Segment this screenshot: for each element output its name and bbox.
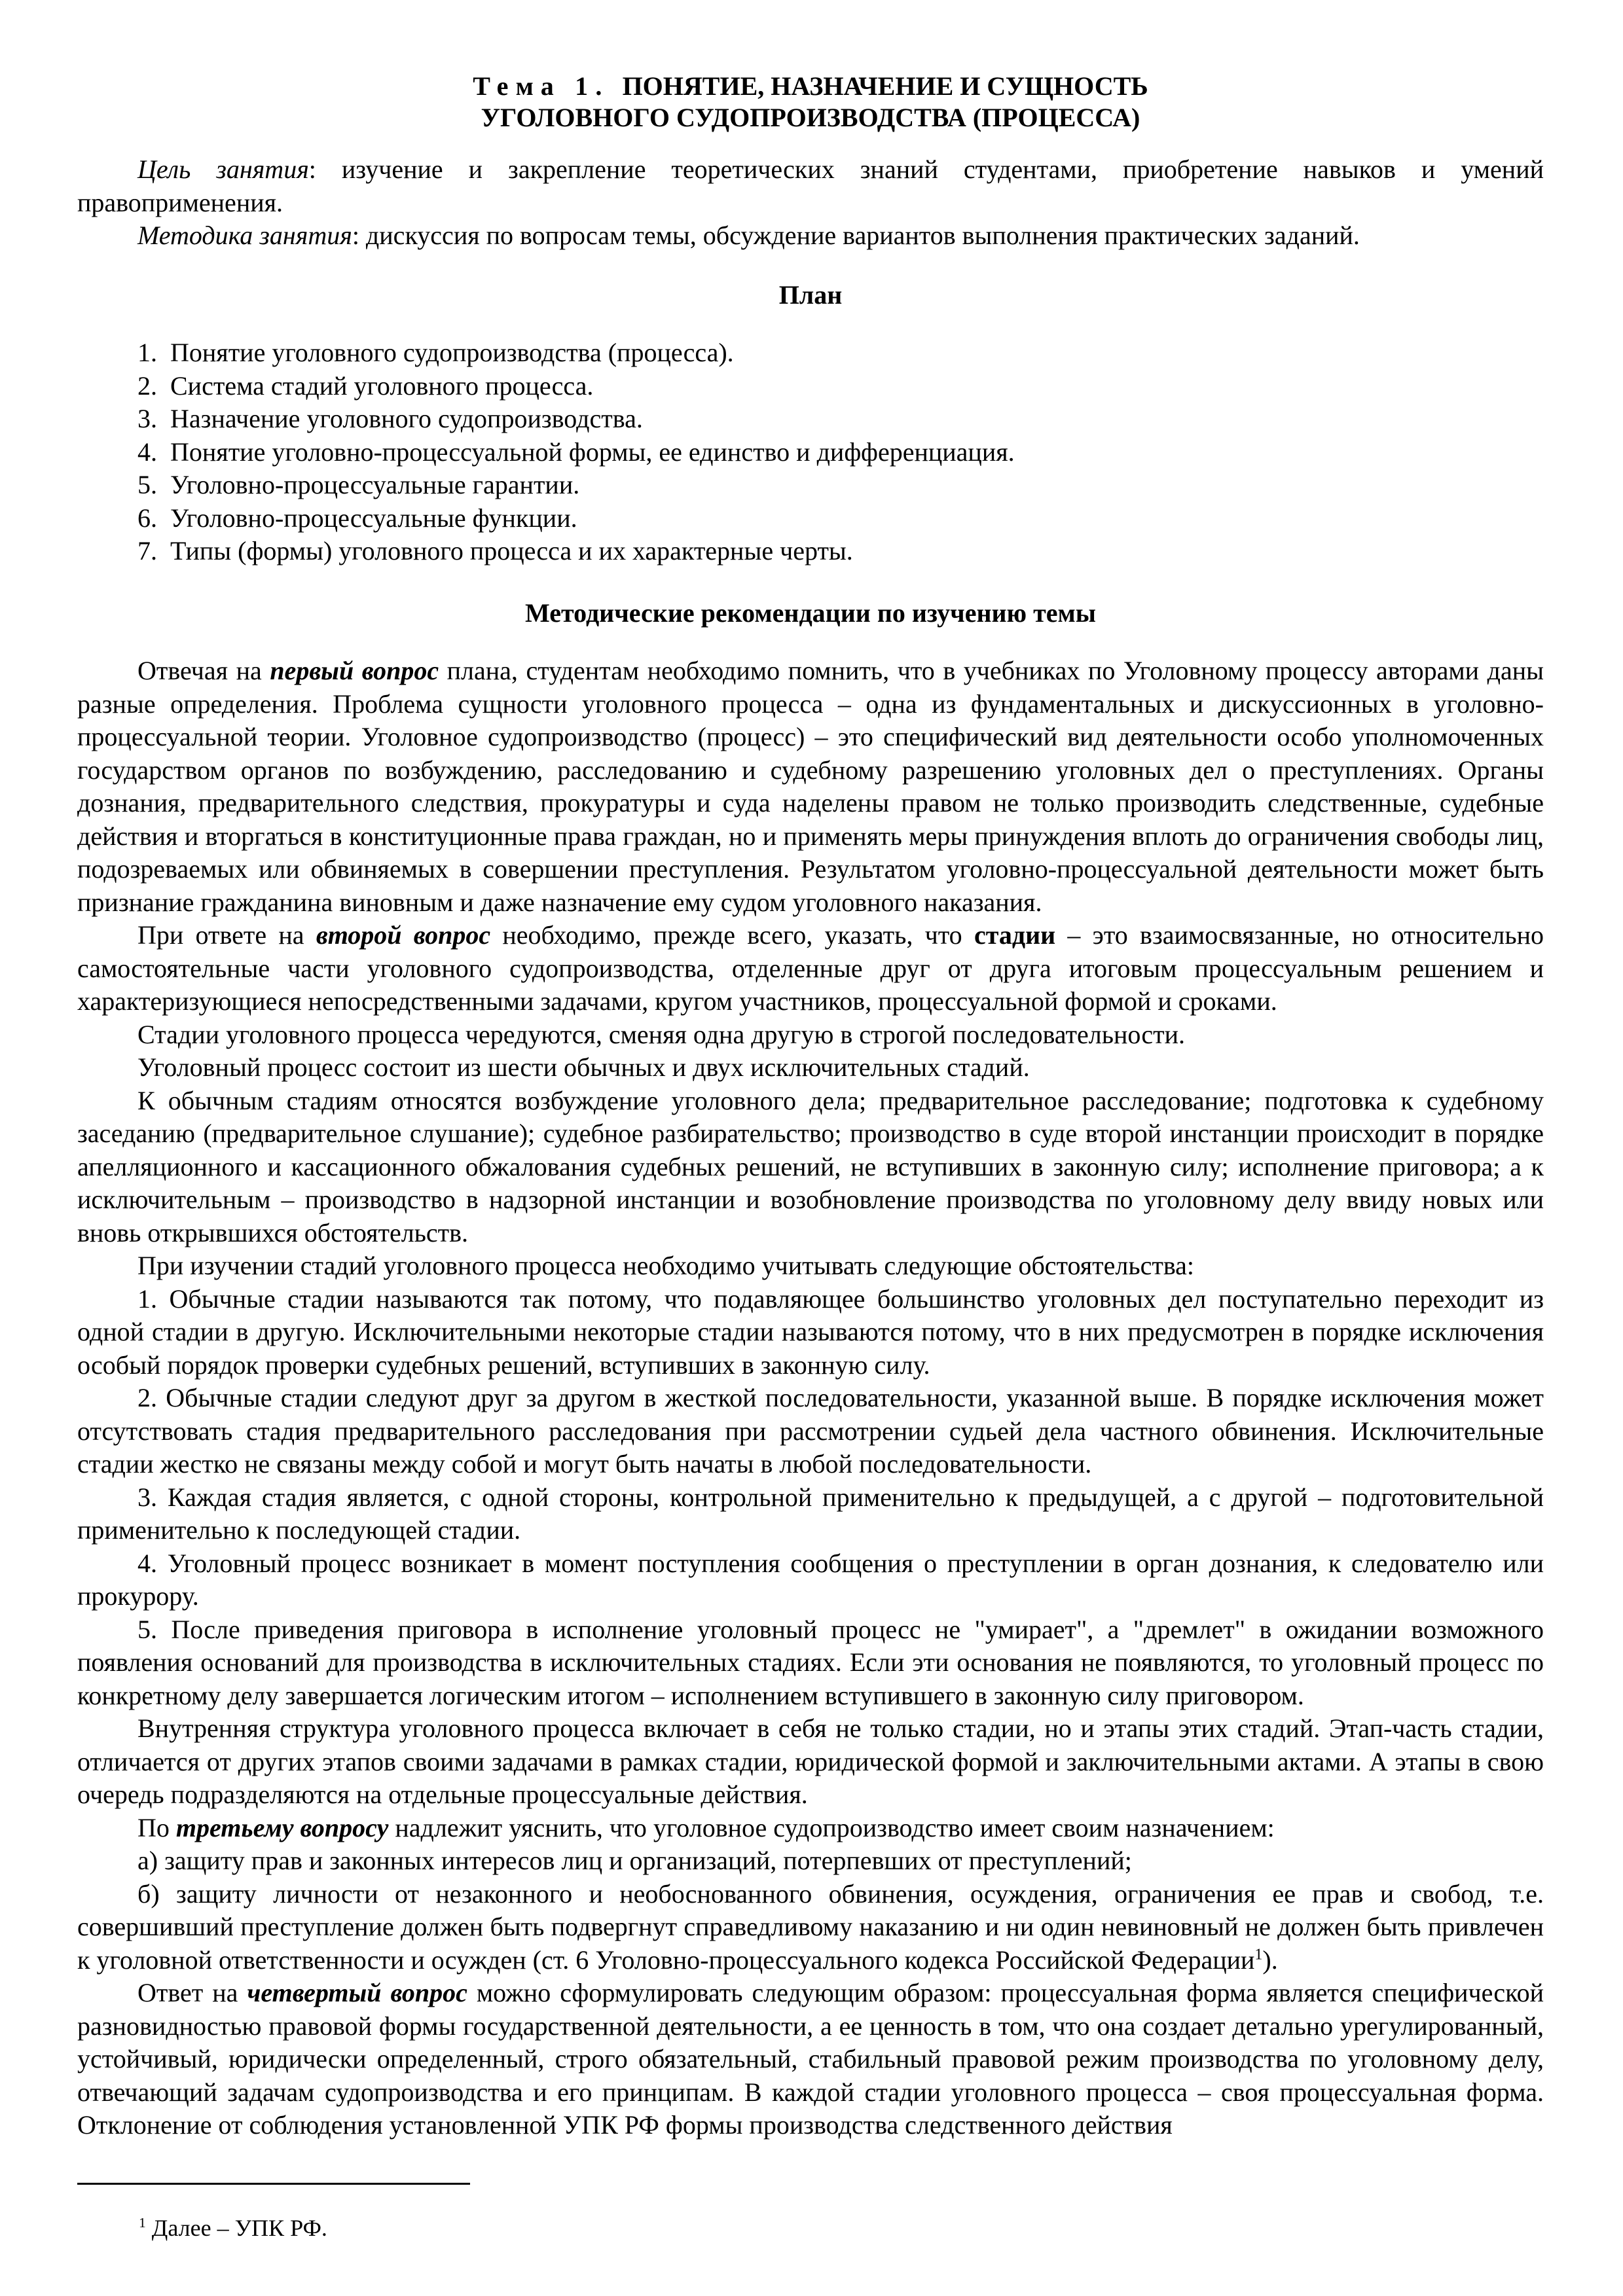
document-page <box>77 71 1544 2142</box>
goal-paragraph: Цель занятия: изучение и закрепление теоретических знаний студентами, приобретение навыков и умений правоприменения. <box>77 154 1544 217</box>
plan-item: 2. Система стадий уголовного процесса. <box>137 370 594 401</box>
emphasis-first-question: первый вопрос <box>270 656 439 685</box>
title-line-1: Тема 1. ПОНЯТИЕ, НАЗНАЧЕНИЕ И СУЩНОСТЬ <box>473 71 1148 101</box>
body-paragraph: К обычным стадиям относятся возбуждение уголовного дела; предварительное расследование; подготовка к судебному заседанию (предварительное слушание); судебное разбирательство; производство в суде второй инстанции происходит в порядке апелляционного и кассационного обжалования судебных решений, не вступивших в законную силу; исполнение приговора; а к исключительным – производство в надзорной инстанции и возобновление производства по уголовному делу ввиду новых или вновь открывшихся обстоятельств. <box>77 1085 1544 1247</box>
plan-item: 1. Понятие уголовного судопроизводства (процесса). <box>137 338 734 367</box>
footnote: $^1$ Далее – УПК РФ. <box>139 2215 327 2241</box>
methodology-heading: Методические рекомендации по изучению темы <box>525 598 1096 628</box>
emphasis-fourth-question: четвертый вопрос <box>247 1978 467 2007</box>
body-paragraph: Внутренняя структура уголовного процесса включает в себя не только стадии, но и этапы этих стадий. Этап-часть стадии, отличается от других этапов своими задачами в рамках стадии, юридической формой и заключительными актами. А этапы в свою очередь подразделяются на отдельные процессуальные действия. <box>77 1713 1544 1809</box>
plan-item: 5. Уголовно-процессуальные гарантии. <box>137 470 580 499</box>
body-paragraph: По третьему вопросу надлежит уяснить, что уголовное судопроизводство имеет своим назначением: <box>137 1812 1275 1842</box>
body-paragraph: При ответе на второй вопрос необходимо, прежде всего, указать, что стадии – это взаимосвязанные, но относительно самостоятельные части уголовного судопроизводства, отделенные друг от друга итоговым процессуальным решением и характеризующиеся непосредственными задачами, кругом участников, процессуальной формой и сроками. <box>77 920 1544 1016</box>
plan-item: 6. Уголовно-процессуальные функции. <box>137 503 577 533</box>
emphasis-third-question: третьему вопросу <box>175 1812 389 1842</box>
body-paragraph: При изучении стадий уголовного процесса необходимо учитывать следующие обстоятельства: <box>137 1251 1195 1280</box>
title-line-2: УГОЛОВНОГО СУДОПРОИЗВОДСТВА (ПРОЦЕССА) <box>481 103 1140 132</box>
body-paragraph: Ответ на четвертый вопрос можно сформулировать следующим образом: процессуальная форма является специфической разновидностью правовой формы государственной деятельности, а ее ценность в том, что она создает детально урегулированный, устойчивый, юридически определенный, строго обязательный, стабильный правовой режим производства по уголовному делу, отвечающий задачам судопроизводства и его принципам. В каждой стадии уголовного процесса – своя процессуальная форма. Отклонение от соблюдения установленной УПК РФ формы производства следственного действия <box>77 1978 1544 2140</box>
emphasis-second-question: второй вопрос <box>316 920 491 950</box>
plan-item: 3. Назначение уголовного судопроизводства. <box>137 404 643 433</box>
body-paragraph: Отвечая на первый вопрос плана, студентам необходимо помнить, что в учебниках по Уголовному процессу авторами даны разные определения. Проблема сущности уголовного процесса – одна из фундаментальных и дискуссионных в уголовно-процессуальной теории. Уголовное судопроизводство (процесс) – это специфический вид деятельности особо уполномоченных государством органов по возбуждению, расследованию и судебному разрешению уголовных дел о преступлениях. Органы дознания, предварительного следствия, прокуратуры и суда наделены правом не только производить следственные, судебные действия и вторгаться в конституционные права граждан, но и применять меры принуждения вплоть до ограничения свободы лиц, подозреваемых или обвиняемых в совершении преступления. Результатом уголовно-процессуальной деятельности может быть признание гражданина виновным и даже назначение ему судом уголовного наказания. <box>77 656 1544 917</box>
numbered-paragraph: 4. Уголовный процесс возникает в момент поступления сообщения о преступлении в орган дознания, к следователю или прокурору. <box>77 1548 1544 1611</box>
method-label: Методика занятия <box>137 221 352 250</box>
footnote-reference[interactable]: 1 <box>1254 1946 1263 1964</box>
plan-list <box>77 336 1544 568</box>
numbered-paragraph: 3. Каждая стадия является, с одной стороны, контрольной применительно к предыдущей, а с другой – подготовительной применительно к последующей стадии. <box>77 1482 1544 1545</box>
lettered-paragraph: а) защиту прав и законных интересов лиц и организаций, потерпевших от преступлений; <box>137 1846 1132 1875</box>
footnote-marker: 1 <box>139 2215 146 2231</box>
method-paragraph: Методика занятия: дискуссия по вопросам темы, обсуждение вариантов выполнения практических заданий. <box>137 221 1360 250</box>
lettered-paragraph: б) защиту личности от незаконного и необоснованного обвинения, осуждения, ограничения ее прав и свобод, т.е. совершивший преступление должен быть подвергнут справедливому наказанию и ни один невиновный не должен быть привлечен к уголовной ответственности и осужден (ст. 6 Уголовно-процессуального кодекса Российской Федерации$^1$). <box>77 1878 1544 1975</box>
emphasis-stages: стадии <box>974 920 1056 950</box>
page-title <box>77 71 1544 134</box>
numbered-paragraph: 5. После приведения приговора в исполнение уголовный процесс не "умирает", а "дремлет" в ожидании возможного появления оснований для производства в исключительных стадиях. Если эти основания не появляются, то уголовный процесс по конкретному делу завершается логическим итогом – исполнением вступившего в законную силу приговором. <box>77 1614 1544 1710</box>
numbered-paragraph: 2. Обычные стадии следуют друг за другом в жесткой последовательности, указанной выше. В порядке исключения может отсутствовать стадия предварительного расследования при рассмотрении судьей дела частного обвинения. Исключительные стадии жестко не связаны между собой и могут быть начаты в любой последовательности. <box>77 1383 1544 1479</box>
numbered-paragraph: 1. Обычные стадии называются так потому, что подавляющее большинство уголовных дел поступательно переходит из одной стадии в другую. Исключительными некоторые стадии называются потому, что в них предусмотрен в порядке исключения особый порядок проверки судебных решений, вступивших в законную силу. <box>77 1283 1544 1380</box>
goal-label: Цель занятия <box>137 154 309 184</box>
footnote-area <box>77 2183 1544 2242</box>
plan-item: 4. Понятие уголовно-процессуальной формы, ее единство и дифференциация. <box>137 437 1015 467</box>
plan-item: 7. Типы (формы) уголовного процесса и их характерные черты. <box>137 536 853 565</box>
title-prefix: Тема 1. <box>473 71 610 101</box>
footnote-divider <box>77 2183 470 2185</box>
body-paragraph: Уголовный процесс состоит из шести обычных и двух исключительных стадий. <box>137 1052 1030 1082</box>
plan-heading: План <box>778 279 843 310</box>
body-paragraph: Стадии уголовного процесса чередуются, сменяя одна другую в строгой последовательности. <box>137 1019 1185 1049</box>
